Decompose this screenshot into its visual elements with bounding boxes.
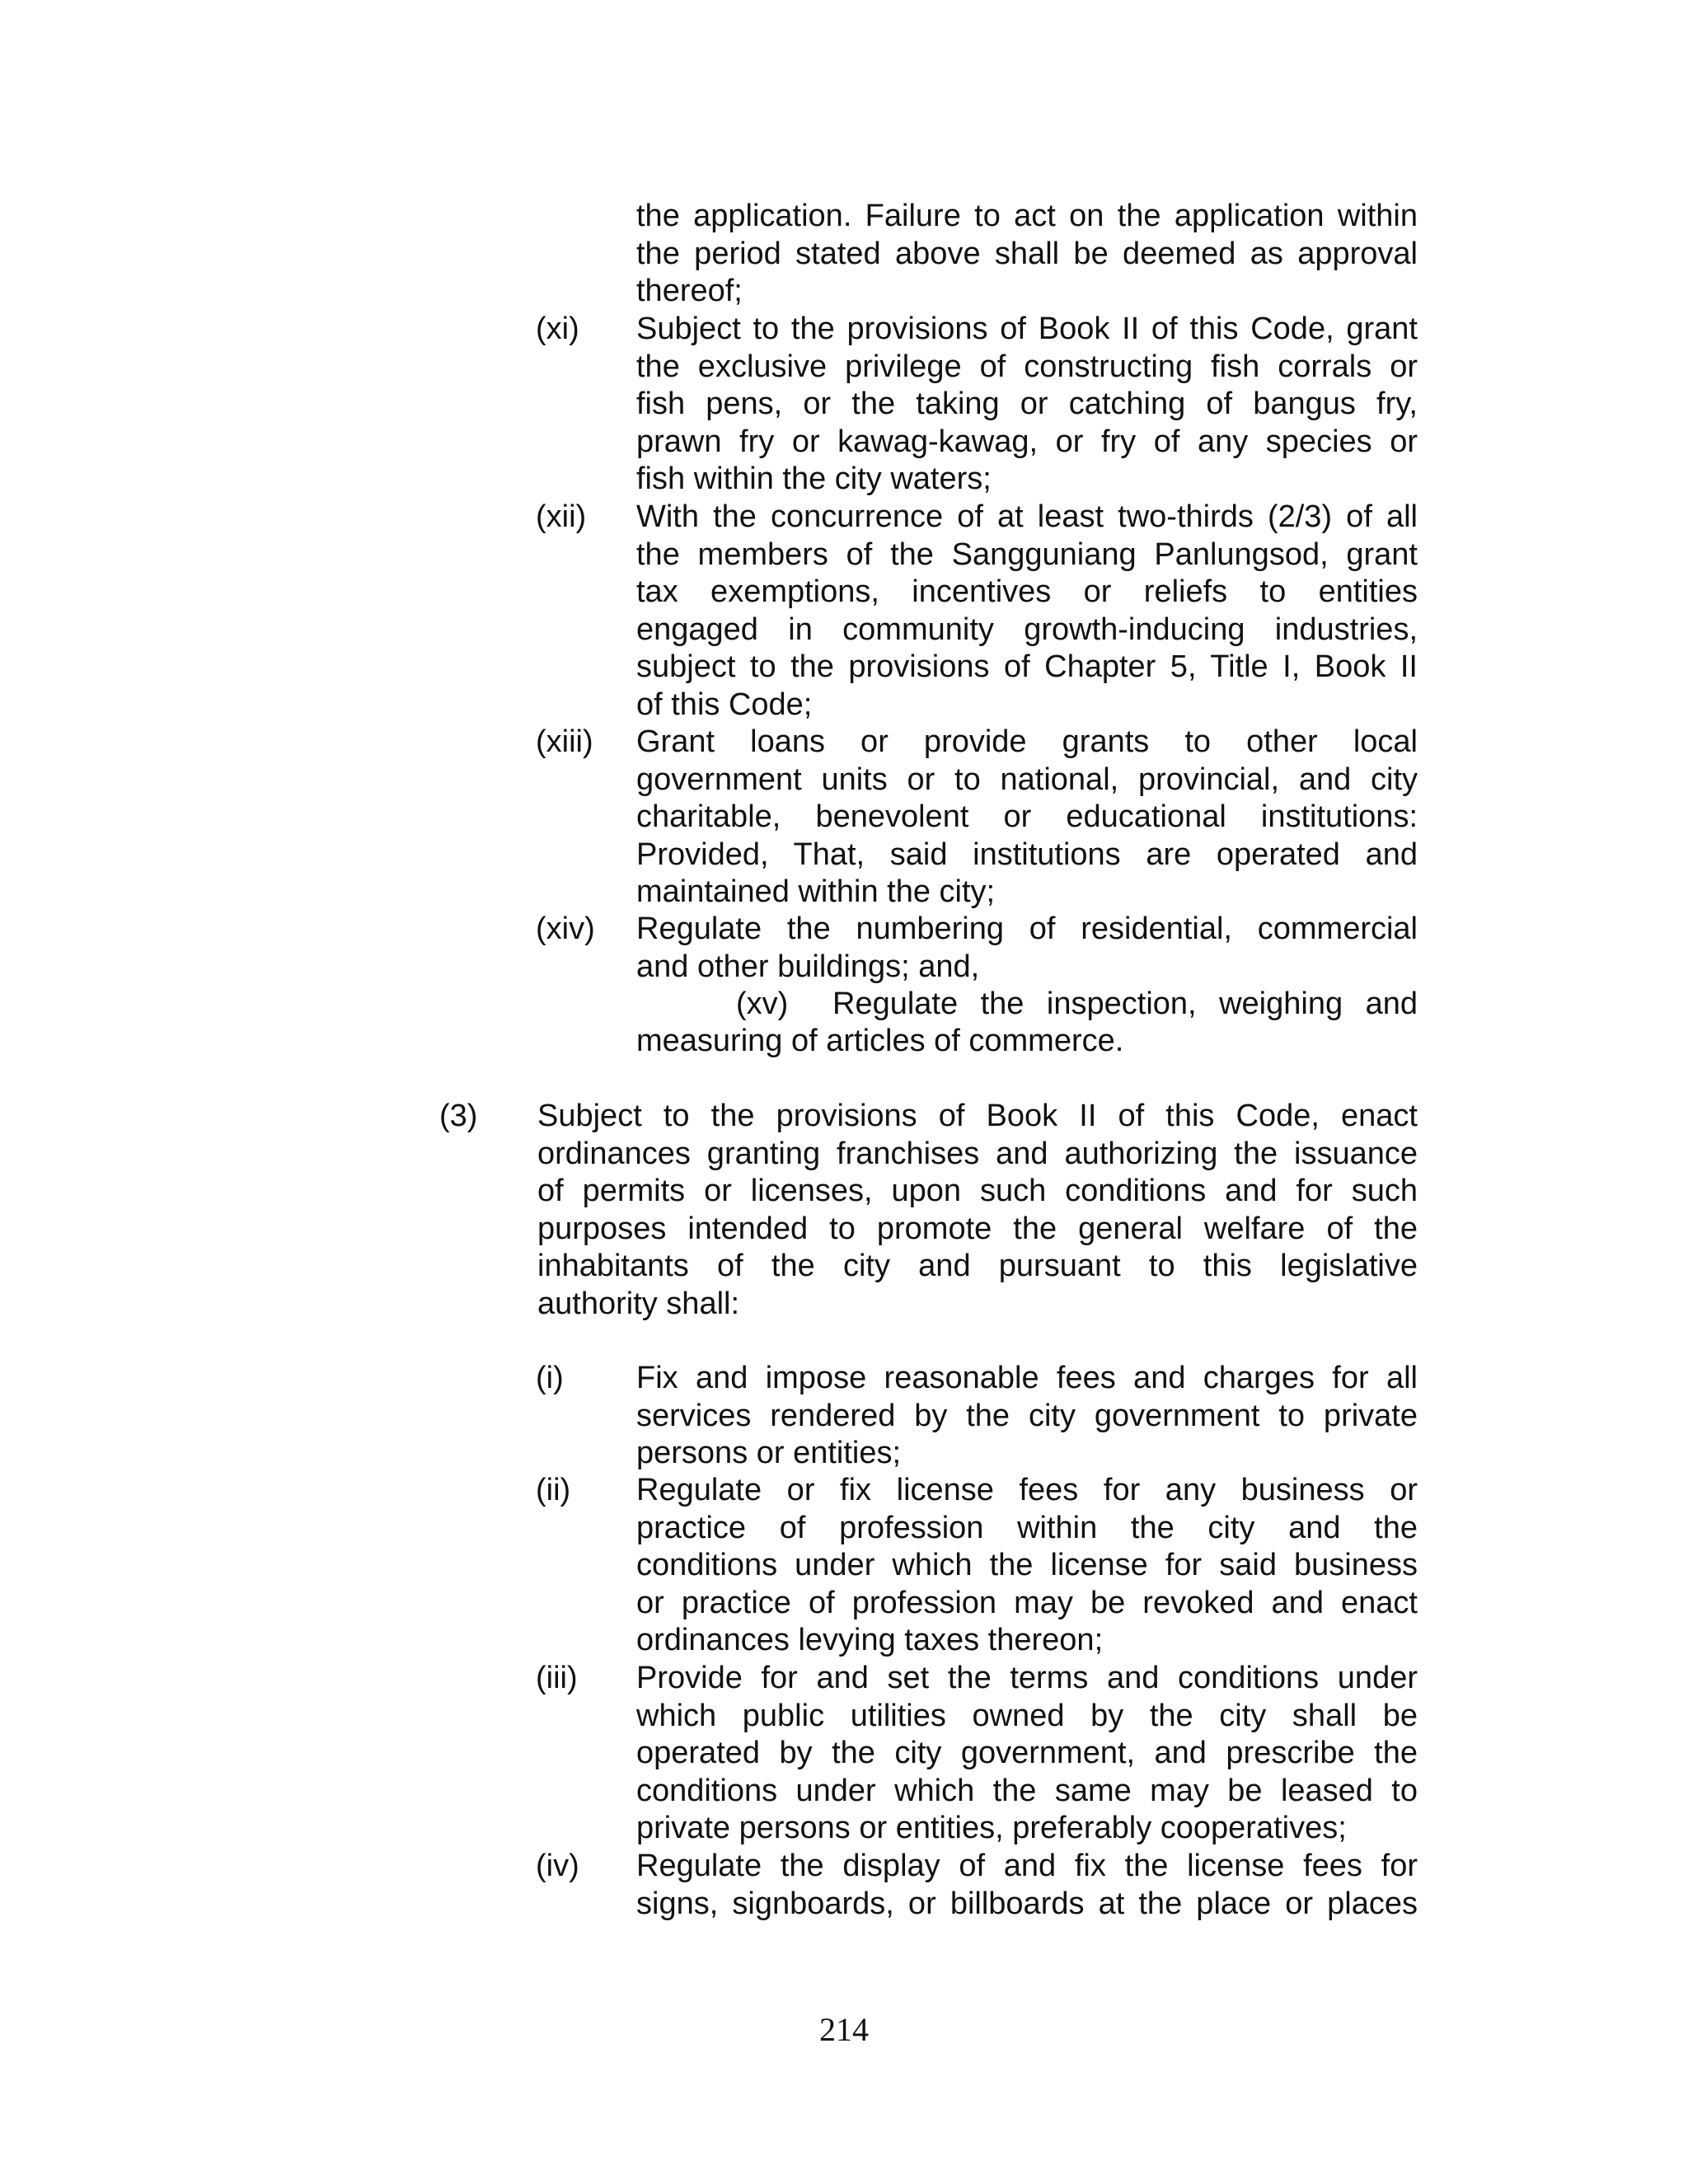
text-line: signs, signboards, or billboards at the place or places <box>636 1886 1418 1921</box>
text-line: subject to the provisions of Chapter 5, Title I, Book II <box>636 649 1418 685</box>
item-xi-text <box>636 311 1418 499</box>
text-line: government units or to national, provincial, and city <box>636 762 1418 797</box>
item-number: (ii) <box>536 1473 571 1507</box>
text-line: Subject to the provisions of Book II of this Code, enact <box>537 1099 1418 1133</box>
item-xiv-text <box>636 911 1418 986</box>
text-line: prawn fry or kawag-kawag, or fry of any species or <box>636 424 1418 459</box>
text-line: practice of profession within the city and the <box>636 1510 1418 1545</box>
item-xv-text-continued <box>636 1023 1418 1061</box>
continuation-paragraph <box>636 198 1418 311</box>
text-line: Provided, That, said institutions are operated and <box>636 837 1418 872</box>
text-line: ordinances granting franchises and authorizing the issuance <box>537 1136 1418 1171</box>
text-line: maintained within the city; <box>636 874 996 910</box>
text-line: measuring of articles of commerce. <box>636 1024 1124 1058</box>
item-number: (iv) <box>536 1849 579 1883</box>
text-line: Provide for and set the terms and conditions under <box>636 1661 1418 1695</box>
text-line: authority shall: <box>537 1286 740 1321</box>
text-line: which public utilities owned by the city shall be <box>636 1698 1418 1733</box>
text-line: Subject to the provisions of Book II of this Code, grant <box>636 312 1418 346</box>
item-number: (xiv) <box>536 912 595 946</box>
text-line: and other buildings; and, <box>636 949 980 984</box>
item-number: (i) <box>536 1361 564 1395</box>
item-xiii-text <box>636 724 1418 912</box>
text-line: the members of the Sangguniang Panlungsod, grant <box>636 537 1418 572</box>
text-line: persons or entities; <box>636 1436 902 1471</box>
item-i-text <box>636 1360 1418 1473</box>
item-number: (xv) <box>736 987 789 1021</box>
text-line: or practice of profession may be revoked and enact <box>636 1585 1418 1620</box>
text-line: of this Code; <box>636 687 813 722</box>
text-line: services rendered by the city government to private <box>636 1398 1418 1433</box>
item-xv-text <box>832 986 1418 1024</box>
text-line: Grant loans or provide grants to other local <box>636 724 1418 759</box>
item-ii-text <box>636 1472 1418 1660</box>
text-line: thereof; <box>636 274 743 309</box>
item-xii-text <box>636 499 1418 724</box>
item-iv-text <box>636 1848 1418 1923</box>
item-iii-text <box>636 1660 1418 1848</box>
text-line: of permits or licenses, upon such conditions and for such <box>537 1174 1418 1209</box>
text-line: Regulate or fix license fees for any business or <box>636 1473 1418 1507</box>
section-3-text <box>537 1098 1418 1324</box>
text-line: ordinances levying taxes thereon; <box>636 1623 1104 1658</box>
item-number: (xiii) <box>536 724 593 759</box>
section-number: (3) <box>439 1099 478 1133</box>
text-line: conditions under which the license for said business <box>636 1548 1418 1583</box>
text-line: operated by the city government, and prescribe the <box>636 1736 1418 1771</box>
text-line: the application. Failure to act on the application within <box>636 199 1418 233</box>
text-line: Regulate the numbering of residential, commercial <box>636 912 1418 946</box>
text-line: tax exemptions, incentives or reliefs to entities <box>636 574 1418 610</box>
page-number: 214 <box>819 2011 869 2048</box>
text-line: the period stated above shall be deemed as approval <box>636 236 1418 271</box>
text-line: purposes intended to promote the general welfare of the <box>537 1211 1418 1246</box>
text-line: charitable, benevolent or educational institutions: <box>636 799 1418 835</box>
text-line: conditions under which the same may be leased to <box>636 1773 1418 1808</box>
text-line: Regulate the display of and fix the license fees for <box>636 1849 1418 1883</box>
text-line: engaged in community growth-inducing industries, <box>636 612 1418 647</box>
item-number: (xii) <box>536 499 587 534</box>
text-line: Fix and impose reasonable fees and charges for all <box>636 1361 1418 1395</box>
item-number: (xi) <box>536 312 579 346</box>
text-line: With the concurrence of at least two-thirds (2/3) of all <box>636 499 1418 534</box>
text-line: inhabitants of the city and pursuant to this legislative <box>537 1249 1418 1284</box>
text-line: the exclusive privilege of constructing fish corrals or <box>636 349 1418 384</box>
text-line: fish within the city waters; <box>636 462 992 497</box>
text-line: fish pens, or the taking or catching of bangus fry, <box>636 387 1418 422</box>
text-line: private persons or entities, preferably cooperatives; <box>636 1811 1347 1846</box>
text-line: Regulate the inspection, weighing and <box>832 987 1418 1021</box>
item-number: (iii) <box>536 1661 578 1695</box>
